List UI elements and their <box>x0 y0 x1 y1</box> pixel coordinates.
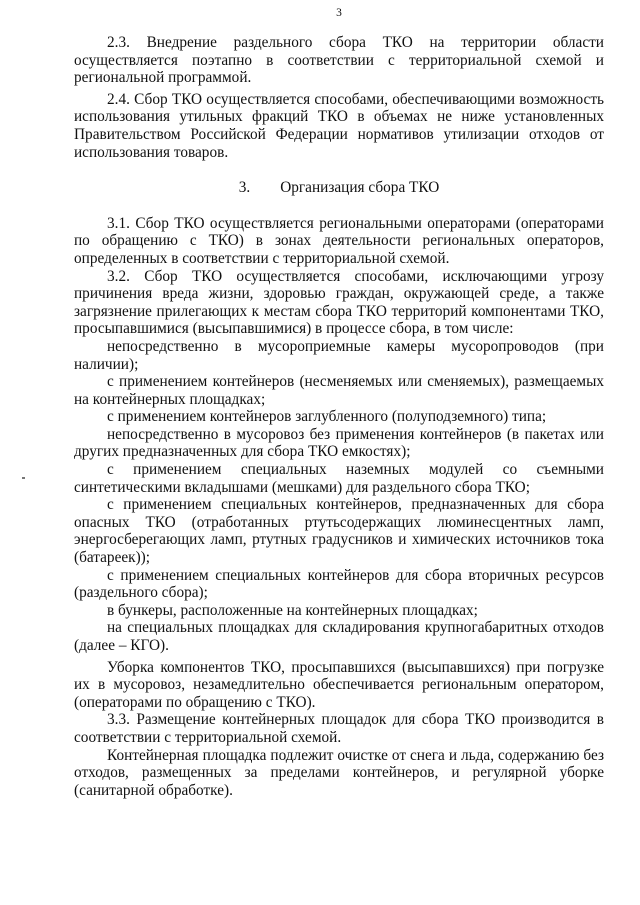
margin-mark <box>22 477 25 479</box>
paragraph-3-2: 3.2. Сбор ТКО осуществляется способами, исключающими угрозу причинения вреда жизни, здоровью граждан, окружающей среде, а также загрязнение прилегающих к местам сбора ТКО территорий компонентами ТКО, просыпавшимися (высыпавшимися) в процессе сбора, в том числе: <box>74 267 604 338</box>
list-item-ground-modules: с применением специальных наземных модулей со съемными синтетическими вкладышами (мешками) для раздельного сбора ТКО; <box>74 461 604 496</box>
list-item-bunkers: в бункеры, расположенные на контейнерных площадках; <box>107 601 478 619</box>
document-body <box>74 34 604 799</box>
section-title: Организация сбора ТКО <box>280 179 440 197</box>
page-number: 3 <box>336 7 342 19</box>
list-item-garbage-truck: непосредственно в мусоровоз без применения контейнеров (в пакетах или других предназначенных для сбора ТКО емкостях); <box>74 425 604 461</box>
list-item-underground-containers: с применением контейнеров заглубленного (полуподземного) типа; <box>107 408 547 426</box>
paragraph-3-1: 3.1. Сбор ТКО осуществляется региональными операторами (операторами по обращению с ТКО) в зонах деятельности региональных операторов, определенных в соответствии с территориальной схемой. <box>74 214 604 267</box>
paragraph-site-maintenance: Контейнерная площадка подлежит очистке от снега и льда, содержанию без отходов, размещенных за пределами контейнеров, и регулярной уборке (санитарной обработке). <box>74 746 604 799</box>
paragraph-3-3: 3.3. Размещение контейнерных площадок для сбора ТКО производится в соответствии с территориальной схемой. <box>74 711 604 746</box>
paragraph-spill-cleanup: Уборка компонентов ТКО, просыпавшихся (высыпавшихся) при погрузке их в мусоровоз, незамедлительно обеспечивается региональным оператором, (операторами по обращению с ТКО). <box>74 658 604 711</box>
section-number: 3. <box>238 179 251 197</box>
list-item-hazardous-containers: с применением специальных контейнеров, предназначенных для сбора опасных ТКО (отработанных ртутьсодержащих люминесцентных ламп, энергосберегающих ламп, ртутных градусников и химических источников тока (батареек)); <box>74 496 604 567</box>
paragraph-2-3: 2.3. Внедрение раздельного сбора ТКО на территории области осуществляется поэтапно в соответствии с территориальной схемой и региональной программой. <box>74 34 604 87</box>
list-item-garbage-chute: непосредственно в мусороприемные камеры мусоропроводов (при наличии); <box>74 337 604 373</box>
list-item-bulky-waste-sites: на специальных площадках для складирования крупногабаритных отходов (далее – КГО). <box>74 619 604 654</box>
list-item-containers: с применением контейнеров (несменяемых или сменяемых), размещаемых на контейнерных площадках; <box>74 373 604 408</box>
paragraph-2-4: 2.4. Сбор ТКО осуществляется способами, обеспечивающими возможность использования утильных фракций ТКО в объемах не ниже установленных Правительством Российской Федерации нормативов утилизации отходов от использования товаров. <box>74 90 604 161</box>
section-heading <box>74 179 604 197</box>
list-item-recyclables-containers: с применением специальных контейнеров для сбора вторичных ресурсов (раздельного сбора); <box>74 566 604 602</box>
